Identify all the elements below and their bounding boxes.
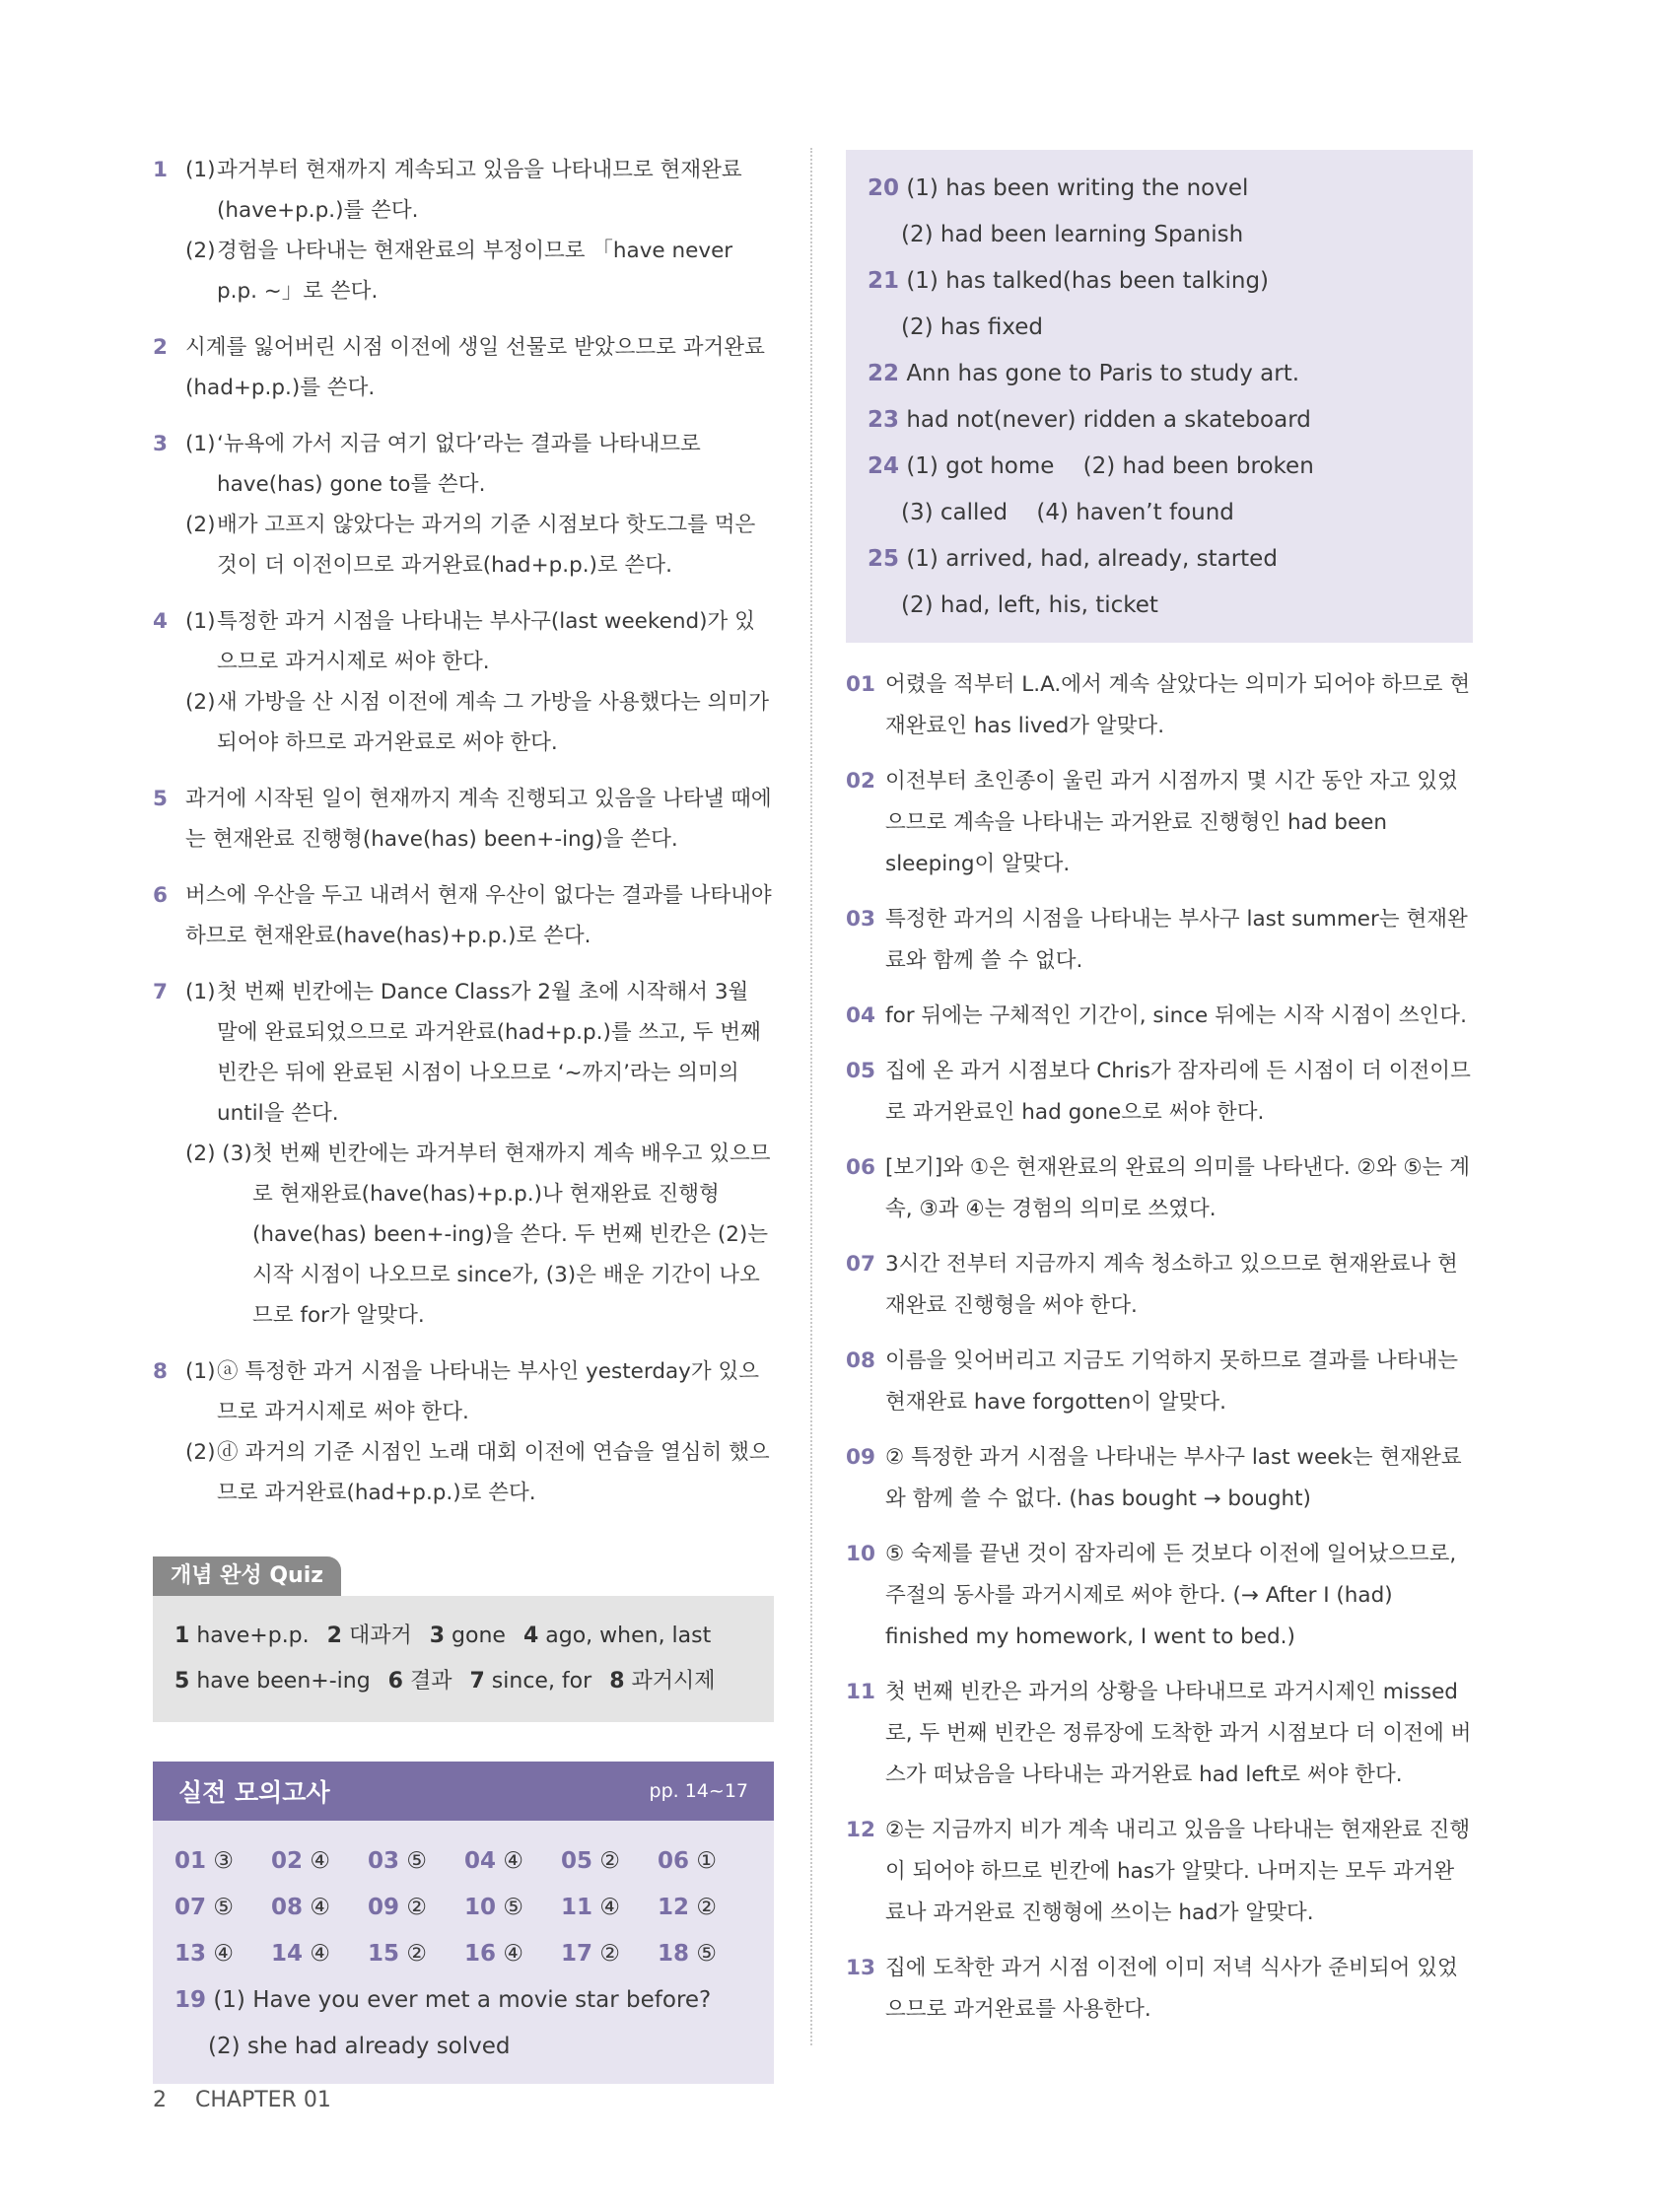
quiz-number: 8 xyxy=(609,1669,625,1694)
quiz-text: 결과 xyxy=(409,1669,452,1694)
sub-item xyxy=(185,150,774,231)
item-body xyxy=(185,424,774,586)
exam-answer xyxy=(271,1885,368,1931)
answer-19-line2: (2) she had already solved xyxy=(208,2034,511,2059)
item-number: 04 xyxy=(846,1003,875,1028)
item-number: 4 xyxy=(153,609,168,634)
item-number: 3 xyxy=(153,432,168,456)
sub-text: 새 가방을 산 시점 이전에 계속 그 가방을 사용했다는 의미가 되어야 하므로 과거완료로 써야 한다. xyxy=(217,690,769,755)
question-number: 25 xyxy=(868,546,900,572)
exam-answer xyxy=(658,1838,754,1885)
item-number: 6 xyxy=(153,883,168,908)
explanation-item xyxy=(846,1437,1473,1520)
explanation-item xyxy=(846,1051,1473,1134)
quiz-answer xyxy=(174,1669,371,1694)
sub-number: (2) xyxy=(185,239,216,263)
column-divider xyxy=(810,148,812,2045)
short-answer xyxy=(868,258,1451,305)
item-number: 07 xyxy=(846,1252,875,1277)
answer-choice: ② xyxy=(599,1848,620,1874)
question-number: 05 xyxy=(561,1848,593,1874)
short-answer xyxy=(868,351,1451,397)
explanation-item xyxy=(153,150,774,311)
exam-answer-row xyxy=(174,1931,752,1977)
exam-answer xyxy=(464,1931,561,1977)
answer-text: (1) has been writing the novel xyxy=(906,175,1249,201)
chapter-label: CHAPTER 01 xyxy=(195,2088,331,2112)
item-text: ② 특정한 과거 시점을 나타내는 부사구 last week는 현재완료와 함께 쓸 수 없다. (has bought → bought) xyxy=(885,1445,1462,1511)
sub-item xyxy=(185,505,774,586)
short-answer xyxy=(868,444,1451,490)
exam-answer xyxy=(271,1838,368,1885)
question-number: 09 xyxy=(368,1895,400,1920)
exam-answer-row xyxy=(174,1838,752,1885)
item-body xyxy=(185,875,774,956)
sub-number: (1) xyxy=(185,158,216,182)
quiz-answer xyxy=(174,1624,310,1648)
quiz-text: have+p.p. xyxy=(196,1624,310,1648)
answer-choice: ④ xyxy=(599,1895,620,1920)
item-body xyxy=(185,150,774,311)
question-number: 20 xyxy=(868,175,900,201)
item-number: 10 xyxy=(846,1542,875,1566)
item-number: 02 xyxy=(846,769,875,794)
item-number: 2 xyxy=(153,335,168,360)
short-answer-line2: (2) had, left, his, ticket xyxy=(901,592,1158,618)
exam-answer xyxy=(174,1885,271,1931)
item-text: 과거에 시작된 일이 현재까지 계속 진행되고 있음을 나타낼 때에는 현재완료 진행형(have(has) been+-ing)을 쓴다. xyxy=(185,787,772,852)
answer-text: (1) has talked(has been talking) xyxy=(906,268,1270,294)
short-answer xyxy=(868,397,1451,444)
short-answer-line2: (2) has fixed xyxy=(901,314,1043,340)
quiz-text: 과거시제 xyxy=(631,1669,716,1694)
answer-choice: ② xyxy=(406,1895,427,1920)
question-number: 07 xyxy=(174,1895,207,1920)
item-text: 첫 번째 빈칸은 과거의 상황을 나타내므로 과거시제인 missed로, 두 번째 빈칸은 정류장에 도착한 과거 시점보다 더 이전에 버스가 떠났음을 나타내는 과거완료 had left로 써야 한다. xyxy=(885,1680,1472,1787)
exam-title: 실전 모의고사 xyxy=(178,1778,330,1807)
item-text: 이름을 잊어버리고 지금도 기억하지 못하므로 결과를 나타내는 현재완료 have forgotten이 알맞다. xyxy=(885,1348,1459,1415)
item-number: 03 xyxy=(846,907,875,932)
quiz-row xyxy=(174,1659,752,1704)
explanation-item xyxy=(846,996,1473,1037)
answer-choice: ⑤ xyxy=(213,1895,234,1920)
sub-text: 과거부터 현재까지 계속되고 있음을 나타내므로 현재완료(have+p.p.)를 쓴다. xyxy=(217,158,742,223)
explanation-item xyxy=(153,424,774,586)
short-answer-line2: (3) called (4) haven’t found xyxy=(901,500,1234,525)
explanation-item xyxy=(846,1672,1473,1796)
answer-text: had not(never) ridden a skateboard xyxy=(906,407,1311,433)
answer-choice: ④ xyxy=(503,1848,523,1874)
item-text: 버스에 우산을 두고 내려서 현재 우산이 없다는 결과를 나타내야 하므로 현재완료(have(has)+p.p.)로 쓴다. xyxy=(185,883,772,948)
answer-choice: ④ xyxy=(310,1941,330,1967)
quiz-text: have been+-ing xyxy=(196,1669,371,1694)
answer-choice: ④ xyxy=(310,1848,330,1874)
sub-text: 특정한 과거 시점을 나타내는 부사구(last weekend)가 있으므로 과거시제로 써야 한다. xyxy=(217,609,755,674)
sub-text: 경험을 나타내는 현재완료의 부정이므로 「have never p.p. ~」로 쓴다. xyxy=(217,239,733,304)
question-number: 17 xyxy=(561,1941,593,1967)
sub-item xyxy=(185,682,774,763)
sub-item xyxy=(185,1432,774,1513)
question-number: 11 xyxy=(561,1895,593,1920)
right-explanations xyxy=(846,664,1473,2031)
quiz-text: since, for xyxy=(491,1669,592,1694)
explanation-item xyxy=(846,899,1473,982)
right-column xyxy=(846,150,1473,2044)
question-number: 08 xyxy=(271,1895,304,1920)
question-number: 10 xyxy=(464,1895,497,1920)
exam-pages: pp. 14~17 xyxy=(649,1780,748,1802)
item-body xyxy=(185,601,774,763)
question-number: 22 xyxy=(868,361,900,386)
item-number: 7 xyxy=(153,980,168,1004)
question-number: 04 xyxy=(464,1848,497,1874)
answer-choice: ⑤ xyxy=(503,1895,523,1920)
explanation-item xyxy=(846,1341,1473,1423)
exam-answer xyxy=(464,1838,561,1885)
sub-number: (2) xyxy=(185,690,216,715)
sub-text: ⓐ 특정한 과거 시점을 나타내는 부사인 yesterday가 있으므로 과거시제로 써야 한다. xyxy=(217,1359,760,1424)
sub-text: ⓓ 과거의 기준 시점인 노래 대회 이전에 연습을 열심히 했으므로 과거완료(had+p.p.)로 쓴다. xyxy=(217,1440,770,1505)
left-explanations xyxy=(153,150,774,1513)
item-text: 집에 도착한 과거 시점 이전에 이미 저녁 식사가 준비되어 있었으므로 과거완료를 사용한다. xyxy=(885,1956,1458,2022)
sub-text: ‘뉴욕에 가서 지금 여기 없다’라는 결과를 나타내므로 have(has) gone to를 쓴다. xyxy=(217,432,701,497)
exam-answers xyxy=(153,1821,774,2084)
sub-number: (2) xyxy=(185,1440,216,1465)
answer-text: Ann has gone to Paris to study art. xyxy=(906,361,1300,386)
short-answers-box xyxy=(846,150,1473,643)
exam-answer-row xyxy=(174,1885,752,1931)
sub-number: (2) (3) xyxy=(185,1141,252,1166)
answer-choice: ④ xyxy=(310,1895,330,1920)
quiz-answer xyxy=(430,1624,506,1648)
answer-choice: ② xyxy=(406,1941,427,1967)
sub-number: (1) xyxy=(185,980,216,1004)
quiz-tab: 개념 완성 Quiz xyxy=(153,1556,341,1596)
explanation-item xyxy=(153,601,774,763)
item-text: 어렸을 적부터 L.A.에서 계속 살았다는 의미가 되어야 하므로 현재완료인 has lived가 알맞다. xyxy=(885,672,1471,738)
explanation-item xyxy=(846,761,1473,885)
sub-item xyxy=(185,972,774,1134)
sub-item xyxy=(185,601,774,682)
item-text: 이전부터 초인종이 울린 과거 시점까지 몇 시간 동안 자고 있었으므로 계속을 나타내는 과거완료 진행형인 had been sleeping이 알맞다. xyxy=(885,769,1458,876)
question-number: 12 xyxy=(658,1895,690,1920)
exam-answer xyxy=(561,1931,658,1977)
answer-choice: ③ xyxy=(213,1848,234,1874)
exam-answer xyxy=(174,1838,271,1885)
question-number: 16 xyxy=(464,1941,497,1967)
quiz-row xyxy=(174,1614,752,1659)
quiz-answers xyxy=(153,1596,774,1722)
exam-answer xyxy=(561,1838,658,1885)
quiz-text: gone xyxy=(452,1624,506,1648)
question-number: 21 xyxy=(868,268,900,294)
explanation-item xyxy=(846,1147,1473,1230)
item-text: for 뒤에는 구체적인 기간이, since 뒤에는 시작 시점이 쓰인다. xyxy=(885,1003,1467,1028)
answer-choice: ④ xyxy=(213,1941,234,1967)
item-number: 8 xyxy=(153,1359,168,1384)
quiz-answer xyxy=(327,1624,412,1648)
exam-answer xyxy=(368,1931,464,1977)
explanation-item xyxy=(153,779,774,860)
short-answer xyxy=(868,166,1451,212)
answer-choice: ② xyxy=(696,1895,717,1920)
explanation-item xyxy=(153,1351,774,1513)
sub-item xyxy=(185,424,774,505)
question-number: 13 xyxy=(174,1941,207,1967)
sub-item xyxy=(185,231,774,311)
exam-answer xyxy=(658,1931,754,1977)
exam-answer xyxy=(658,1885,754,1931)
answer-choice: ⑤ xyxy=(406,1848,427,1874)
exam-answer xyxy=(464,1885,561,1931)
item-number: 08 xyxy=(846,1348,875,1373)
item-number: 06 xyxy=(846,1155,875,1180)
explanation-item xyxy=(846,664,1473,747)
explanation-item xyxy=(153,875,774,956)
exam-answer-grid xyxy=(174,1838,752,1977)
item-body xyxy=(185,779,774,860)
quiz-answer xyxy=(469,1669,591,1694)
item-number: 01 xyxy=(846,672,875,697)
question-number: 14 xyxy=(271,1941,304,1967)
sub-text: 배가 고프지 않았다는 과거의 기준 시점보다 핫도그를 먹은 것이 더 이전이므로 과거완료(had+p.p.)로 쓴다. xyxy=(217,513,756,578)
sub-item xyxy=(185,1134,774,1336)
item-text: ⑤ 숙제를 끝낸 것이 잠자리에 든 것보다 이전에 일어났으므로, 주절의 동사를 과거시제로 써야 한다. (→ After I (had) finished my homework, I went to bed.) xyxy=(885,1542,1457,1649)
explanation-item xyxy=(846,1810,1473,1934)
exam-answer xyxy=(561,1885,658,1931)
question-number: 23 xyxy=(868,407,900,433)
answer-choice: ④ xyxy=(503,1941,523,1967)
item-number: 13 xyxy=(846,1956,875,1980)
item-text: 집에 온 과거 시점보다 Chris가 잠자리에 든 시점이 더 이전이므로 과거완료인 had gone으로 써야 한다. xyxy=(885,1059,1471,1125)
sub-number: (1) xyxy=(185,432,216,456)
question-number: 03 xyxy=(368,1848,400,1874)
question-number: 18 xyxy=(658,1941,690,1967)
explanation-item xyxy=(846,1244,1473,1327)
question-number: 01 xyxy=(174,1848,207,1874)
item-number: 5 xyxy=(153,787,168,811)
answer-19: 19 (1) Have you ever met a movie star before? xyxy=(174,1987,712,2013)
item-number: 1 xyxy=(153,158,168,182)
item-text: ②는 지금까지 비가 계속 내리고 있음을 나타내는 현재완료 진행이 되어야 하므로 빈칸에 has가 알맞다. 나머지는 모두 과거완료나 과거완료 진행형에 쓰이는 had가 알맞다. xyxy=(885,1818,1471,1925)
short-answer-line2: (2) had been learning Spanish xyxy=(901,222,1244,247)
question-number: 06 xyxy=(658,1848,690,1874)
item-text: [보기]와 ①은 현재완료의 완료의 의미를 나타낸다. ②와 ⑤는 계속, ③과 ④는 경험의 의미로 쓰였다. xyxy=(885,1155,1471,1221)
exam-answer xyxy=(368,1838,464,1885)
page-number: 2 xyxy=(153,2088,167,2112)
item-body xyxy=(185,1351,774,1513)
quiz-number: 4 xyxy=(522,1624,539,1648)
item-body xyxy=(185,327,774,408)
quiz-number: 1 xyxy=(174,1624,190,1648)
item-text: 3시간 전부터 지금까지 계속 청소하고 있으므로 현재완료나 현재완료 진행형을 써야 한다. xyxy=(885,1252,1458,1318)
item-text: 시계를 잃어버린 시점 이전에 생일 선물로 받았으므로 과거완료(had+p.p.)를 쓴다. xyxy=(185,335,765,400)
sub-number: (1) xyxy=(185,1359,216,1384)
answer-choice: ② xyxy=(599,1941,620,1967)
sub-text: 첫 번째 빈칸에는 Dance Class가 2월 초에 시작해서 3월 말에 완료되었으므로 과거완료(had+p.p.)를 쓰고, 두 번째 빈칸은 뒤에 완료된 시점이 나오므로 ‘~까지’라는 의미의 until을 쓴다. xyxy=(217,980,761,1126)
left-column xyxy=(153,150,774,2084)
exam-answer xyxy=(271,1931,368,1977)
quiz-answer xyxy=(388,1669,452,1694)
sub-number: (1) xyxy=(185,609,216,634)
question-number: 02 xyxy=(271,1848,304,1874)
quiz-number: 2 xyxy=(326,1624,342,1648)
short-answer xyxy=(868,536,1451,583)
quiz-text: 대과거 xyxy=(348,1624,412,1648)
explanation-item xyxy=(153,327,774,408)
exam-answer xyxy=(368,1885,464,1931)
quiz-answer xyxy=(609,1669,715,1694)
question-number: 24 xyxy=(868,453,900,479)
item-number: 12 xyxy=(846,1818,875,1842)
explanation-item xyxy=(153,972,774,1336)
page-footer xyxy=(153,2088,331,2112)
quiz-number: 6 xyxy=(387,1669,403,1694)
explanation-item xyxy=(846,1534,1473,1658)
item-number: 11 xyxy=(846,1680,875,1704)
question-number: 15 xyxy=(368,1941,400,1967)
item-body xyxy=(185,972,774,1336)
quiz-answer xyxy=(523,1624,711,1648)
explanation-item xyxy=(846,1948,1473,2031)
answer-choice: ⑤ xyxy=(696,1941,717,1967)
answer-text: (1) arrived, had, already, started xyxy=(906,546,1278,572)
sub-item xyxy=(185,1351,774,1432)
item-text: 특정한 과거의 시점을 나타내는 부사구 last summer는 현재완료와 함께 쓸 수 없다. xyxy=(885,907,1468,973)
item-number: 09 xyxy=(846,1445,875,1470)
quiz-number: 3 xyxy=(429,1624,446,1648)
sub-number: (2) xyxy=(185,513,216,537)
answer-choice: ① xyxy=(696,1848,717,1874)
item-number: 05 xyxy=(846,1059,875,1083)
answer-text: (1) got home (2) had been broken xyxy=(906,453,1314,479)
quiz-text: ago, when, last xyxy=(545,1624,712,1648)
quiz-number: 7 xyxy=(469,1669,485,1694)
quiz-number: 5 xyxy=(174,1669,190,1694)
exam-header xyxy=(153,1762,774,1821)
exam-answer xyxy=(174,1931,271,1977)
sub-text: 첫 번째 빈칸에는 과거부터 현재까지 계속 배우고 있으므로 현재완료(have(has)+p.p.)나 현재완료 진행형(have(has) been+-ing)을 쓴다. 두 번째 빈칸은 (2)는 시작 시점이 나오므로 since가, (3)은 배운 기간이 나오므로 for가 알맞다. xyxy=(252,1141,771,1328)
